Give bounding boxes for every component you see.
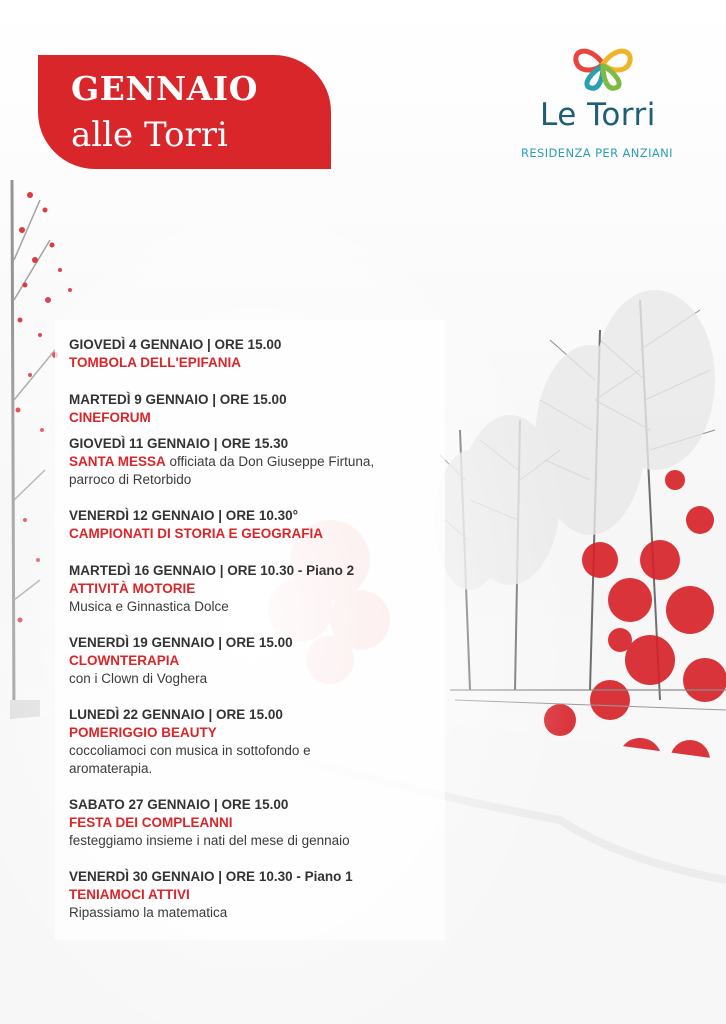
event-date: MARTEDÌ 16 GENNAIO | ORE 10.30 - Piano 2 (69, 563, 355, 578)
event-description: aromaterapia. (69, 761, 153, 776)
event-title: CINEFORUM (69, 410, 151, 425)
event-title: CLOWNTERAPIA (69, 653, 180, 668)
event-description: Musica e Ginnastica Dolce (69, 599, 229, 614)
event-title: ATTIVITÀ MOTORIE (69, 581, 196, 596)
event-item (69, 336, 469, 372)
event-description: festeggiamo insieme i nati del mese di gennaio (69, 833, 350, 848)
event-item (69, 706, 469, 778)
title-badge (38, 55, 331, 169)
event-item (69, 391, 469, 427)
title-month: GENNAIO (71, 69, 258, 108)
event-date: MARTEDÌ 9 GENNAIO | ORE 15.00 (69, 392, 287, 407)
event-title: FESTA DEI COMPLEANNI (69, 815, 233, 830)
event-item (69, 435, 469, 489)
event-description: coccoliamoci con musica in sottofondo e (69, 743, 311, 758)
event-date: GIOVEDÌ 4 GENNAIO | ORE 15.00 (69, 337, 282, 352)
event-title: SANTA MESSA officiata da Don Giuseppe Firtuna, (69, 454, 375, 469)
event-date: VENERDÌ 12 GENNAIO | ORE 10.30° (69, 508, 298, 523)
event-title: POMERIGGIO BEAUTY (69, 725, 217, 740)
event-title-detail: officiata da Don Giuseppe Firtuna, (165, 454, 375, 469)
logo (515, 42, 690, 167)
event-title: CAMPIONATI DI STORIA E GEOGRAFIA (69, 526, 324, 541)
event-date: LUNEDÌ 22 GENNAIO | ORE 15.00 (69, 707, 283, 722)
event-date: VENERDÌ 30 GENNAIO | ORE 10.30 - Piano 1 (69, 869, 353, 884)
event-item (69, 868, 469, 922)
event-date: VENERDÌ 19 GENNAIO | ORE 15.00 (69, 635, 293, 650)
event-title: TOMBOLA DELL'EPIFANIA (69, 355, 241, 370)
event-date: GIOVEDÌ 11 GENNAIO | ORE 15.30 (69, 436, 289, 451)
event-description: Ripassiamo la matematica (69, 905, 228, 920)
logo-name: Le Torri (540, 97, 656, 133)
title-subtitle: alle Torri (71, 115, 228, 155)
event-title: TENIAMOCI ATTIVI (69, 887, 190, 902)
event-description: con i Clown di Voghera (69, 671, 208, 686)
event-item (69, 562, 469, 616)
logo-subtitle: RESIDENZA PER ANZIANI (521, 146, 673, 160)
event-date: SABATO 27 GENNAIO | ORE 15.00 (69, 797, 289, 812)
event-description: parroco di Retorbido (69, 472, 192, 487)
butterfly-icon (569, 42, 637, 92)
event-item (69, 796, 469, 850)
event-item (69, 507, 469, 543)
event-item (69, 634, 469, 688)
